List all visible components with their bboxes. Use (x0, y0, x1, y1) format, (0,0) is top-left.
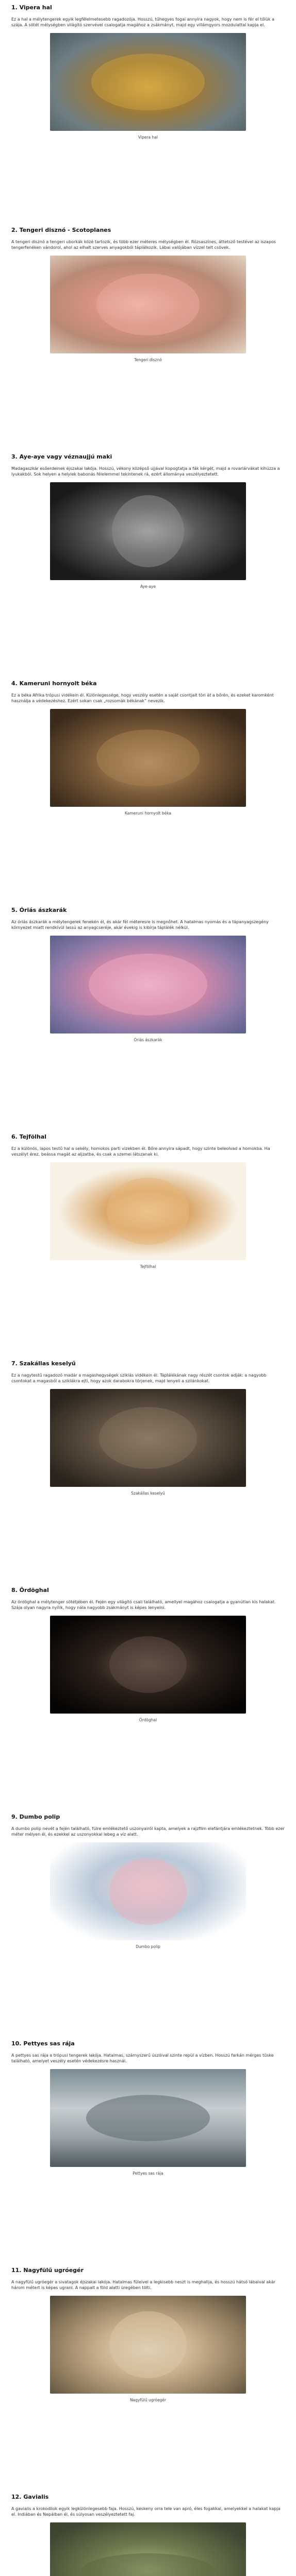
photo-subject (99, 1407, 197, 1469)
photo-subject (109, 2311, 187, 2378)
article-section (0, 453, 296, 589)
section-body: Ez a béka Afrika trópusi vidékein él. Különlegessége, hogy veszély esetén a saját csontjait töri át a bőrén, és ezeket karomként használja a védekezéshez. Ezért sokan csak „rozsomák békának” nevezik. (11, 693, 274, 703)
section-body: A dumbo polip nevét a fején található, fülre emlékeztető uszonyairól kapta, amelyek a rajzfilm elefántjára emlékeztetnek. Több ezer méter mélyen él, és ezekkel az uszonyokkal lebeg a víz alatt. (11, 1826, 285, 1837)
article-section (0, 907, 296, 1043)
article-section (0, 2267, 296, 2403)
section-body: A nagyfülű ugróegér a sivatagok éjszakai lakója. Hatalmas füleivel a legkisebb neszt is meghallja, és hosszú hátsó lábaival akár három métert is képes ugrani. A nappalt a föld alatti üregében tölti. (11, 2280, 275, 2290)
photo-subject (109, 1636, 187, 1693)
article-section (0, 680, 296, 816)
section-photo (50, 709, 246, 807)
section-photo (50, 1389, 246, 1487)
section-body: Ez a különös, lapos testű hal a sekély, homokos parti vizekben él. Bőre annyira sápadt, hogy szinte beleolvad a homokba. Ha veszélyt érez, beássa magát az aljzatba, és csak a szemei látszanak ki. (11, 1146, 270, 1157)
section-photo (50, 1616, 246, 1714)
article-section (0, 4, 296, 140)
photo-caption: Vipera hal (138, 135, 158, 140)
article-section (0, 1587, 296, 1723)
section-photo (50, 2296, 246, 2394)
section-heading: 6. Tejfölhal (11, 1133, 47, 1140)
section-body: Madagaszkár esőerdeinek éjszakai lakója. Hosszú, vékony középső ujjával kopogtatja a fák kérgét, majd a rovarlárvákat kihúzza a lyukakból. Sok helyen a helyiek babonás félelemmel tekintenek rá, ezért állománya veszélyeztetett. (11, 466, 280, 477)
section-heading: 10. Pettyes sas rája (11, 2040, 75, 2047)
section-photo (50, 936, 246, 1033)
section-body: Az óriás ászkarák a mélytengerek fenekén él, és akár fél méteresre is megnőhet. A hatalmas nyomás és a tápanyagszegény környezet miatt rendkívül lassú az anyagcseréje, akár évekig is kibírja táplálék nélkül. (11, 920, 269, 930)
section-body: A pettyes sas rája a trópusi tengerek lakója. Hatalmas, szárnyszerű úszóival szinte repül a vízben. Hosszú farkán mérges tüske található, amelyet veszély esetén védekezésre használ. (11, 2053, 274, 2063)
photo-caption: Pettyes sas rája (133, 2171, 163, 2176)
section-body: A tengeri disznó a tengeri uborkák közé tartozik, és több ezer méteres mélységben él. Rózsaszínes, áttetsző testével az iszapos tengerfenéken vándorol, ahol az elhalt szerves anyagokból táplálkozik. Lábai valójában vízzel telt csövek. (11, 240, 276, 250)
photo-subject (91, 54, 205, 110)
photo-caption: Nagyfülű ugróegér (129, 2398, 167, 2402)
photo-subject (109, 1858, 187, 1925)
photo-caption: Ördöghal (139, 1718, 157, 1722)
article-section (0, 1133, 296, 1269)
article-section (0, 1360, 296, 1496)
article-section (0, 2040, 296, 2176)
section-photo (50, 2069, 246, 2167)
section-heading: 12. Gavialis (11, 2494, 49, 2500)
article-section (0, 1814, 296, 1950)
section-photo (50, 33, 246, 131)
section-body: Ez a hal a mélytengerek egyik legfélelmetesebb ragadozója. Hosszú, tűhegyes fogai annyira nagyok, hogy nem is fér el tőlük a szája. A sötét mélységben világító szervével csalogatja magához a zsákmányt, majd egy villámgyors mozdulattal kapja el. (11, 17, 274, 27)
photo-subject (112, 495, 184, 567)
photo-caption: Tengeri disznó (134, 358, 162, 362)
section-photo (50, 1162, 246, 1260)
article-section (0, 2494, 296, 2576)
photo-subject (89, 954, 207, 1015)
photo-subject (81, 2553, 215, 2576)
photo-caption: Tejfölhal (140, 1264, 156, 1269)
section-heading: 2. Tengeri disznó - Scotoplanes (11, 227, 111, 233)
section-heading: 4. Kameruni hornyolt béka (11, 680, 97, 687)
section-heading: 5. Óriás ászkarák (11, 907, 67, 913)
section-body: A gavialis a krokodilok egyik legkülönlegesebb faja. Hosszú, keskeny orra tele van apró, éles fogakkal, amelyekkel a halakat kapja el. Indiában és Nepálban él, és súlyosan veszélyeztetett faj. (11, 2506, 281, 2517)
section-photo (50, 256, 246, 353)
section-photo (50, 482, 246, 580)
section-heading: 1. Vipera hal (11, 4, 52, 11)
photo-subject (96, 730, 200, 786)
section-body: Ez a nagytestű ragadozó madár a magashegységek sziklás vidékein él. Táplálékának nagy részét csontok adják: a nagyobb csontokat a magasból a sziklákra ejti, hogy azok darabokra törjenek, majd lenyeli a szilánkokat. (11, 1373, 267, 1383)
photo-caption: Dumbo polip (136, 1944, 160, 1949)
article-section (0, 227, 296, 363)
photo-caption: Aye-aye (140, 584, 156, 589)
photo-caption: Kameruni hornyolt béka (124, 811, 172, 816)
section-heading: 3. Aye-aye vagy véznaujjú maki (11, 453, 112, 460)
section-photo (50, 2522, 246, 2576)
photo-subject (107, 1178, 189, 1245)
section-photo (50, 1842, 246, 1940)
photo-subject (96, 274, 200, 335)
section-heading: 9. Dumbo polip (11, 1814, 60, 1820)
section-heading: 7. Szakállas keselyű (11, 1360, 76, 1367)
section-heading: 8. Ördöghal (11, 1587, 49, 1594)
section-body: Az ördöghal a mélytenger sötétjében él. Fején egy világító csali található, amellyel magához csalogatja a gyanútlan kis halakat. Szája olyan nagyra nyílik, hogy nála nagyobb zsákmányt is képes lenyelni. (11, 1600, 276, 1610)
photo-subject (86, 2095, 210, 2141)
photo-caption: Szakállas keselyű (131, 1491, 165, 1496)
section-heading: 11. Nagyfülű ugróegér (11, 2267, 84, 2274)
photo-caption: Óriás ászkarák (134, 1038, 162, 1042)
